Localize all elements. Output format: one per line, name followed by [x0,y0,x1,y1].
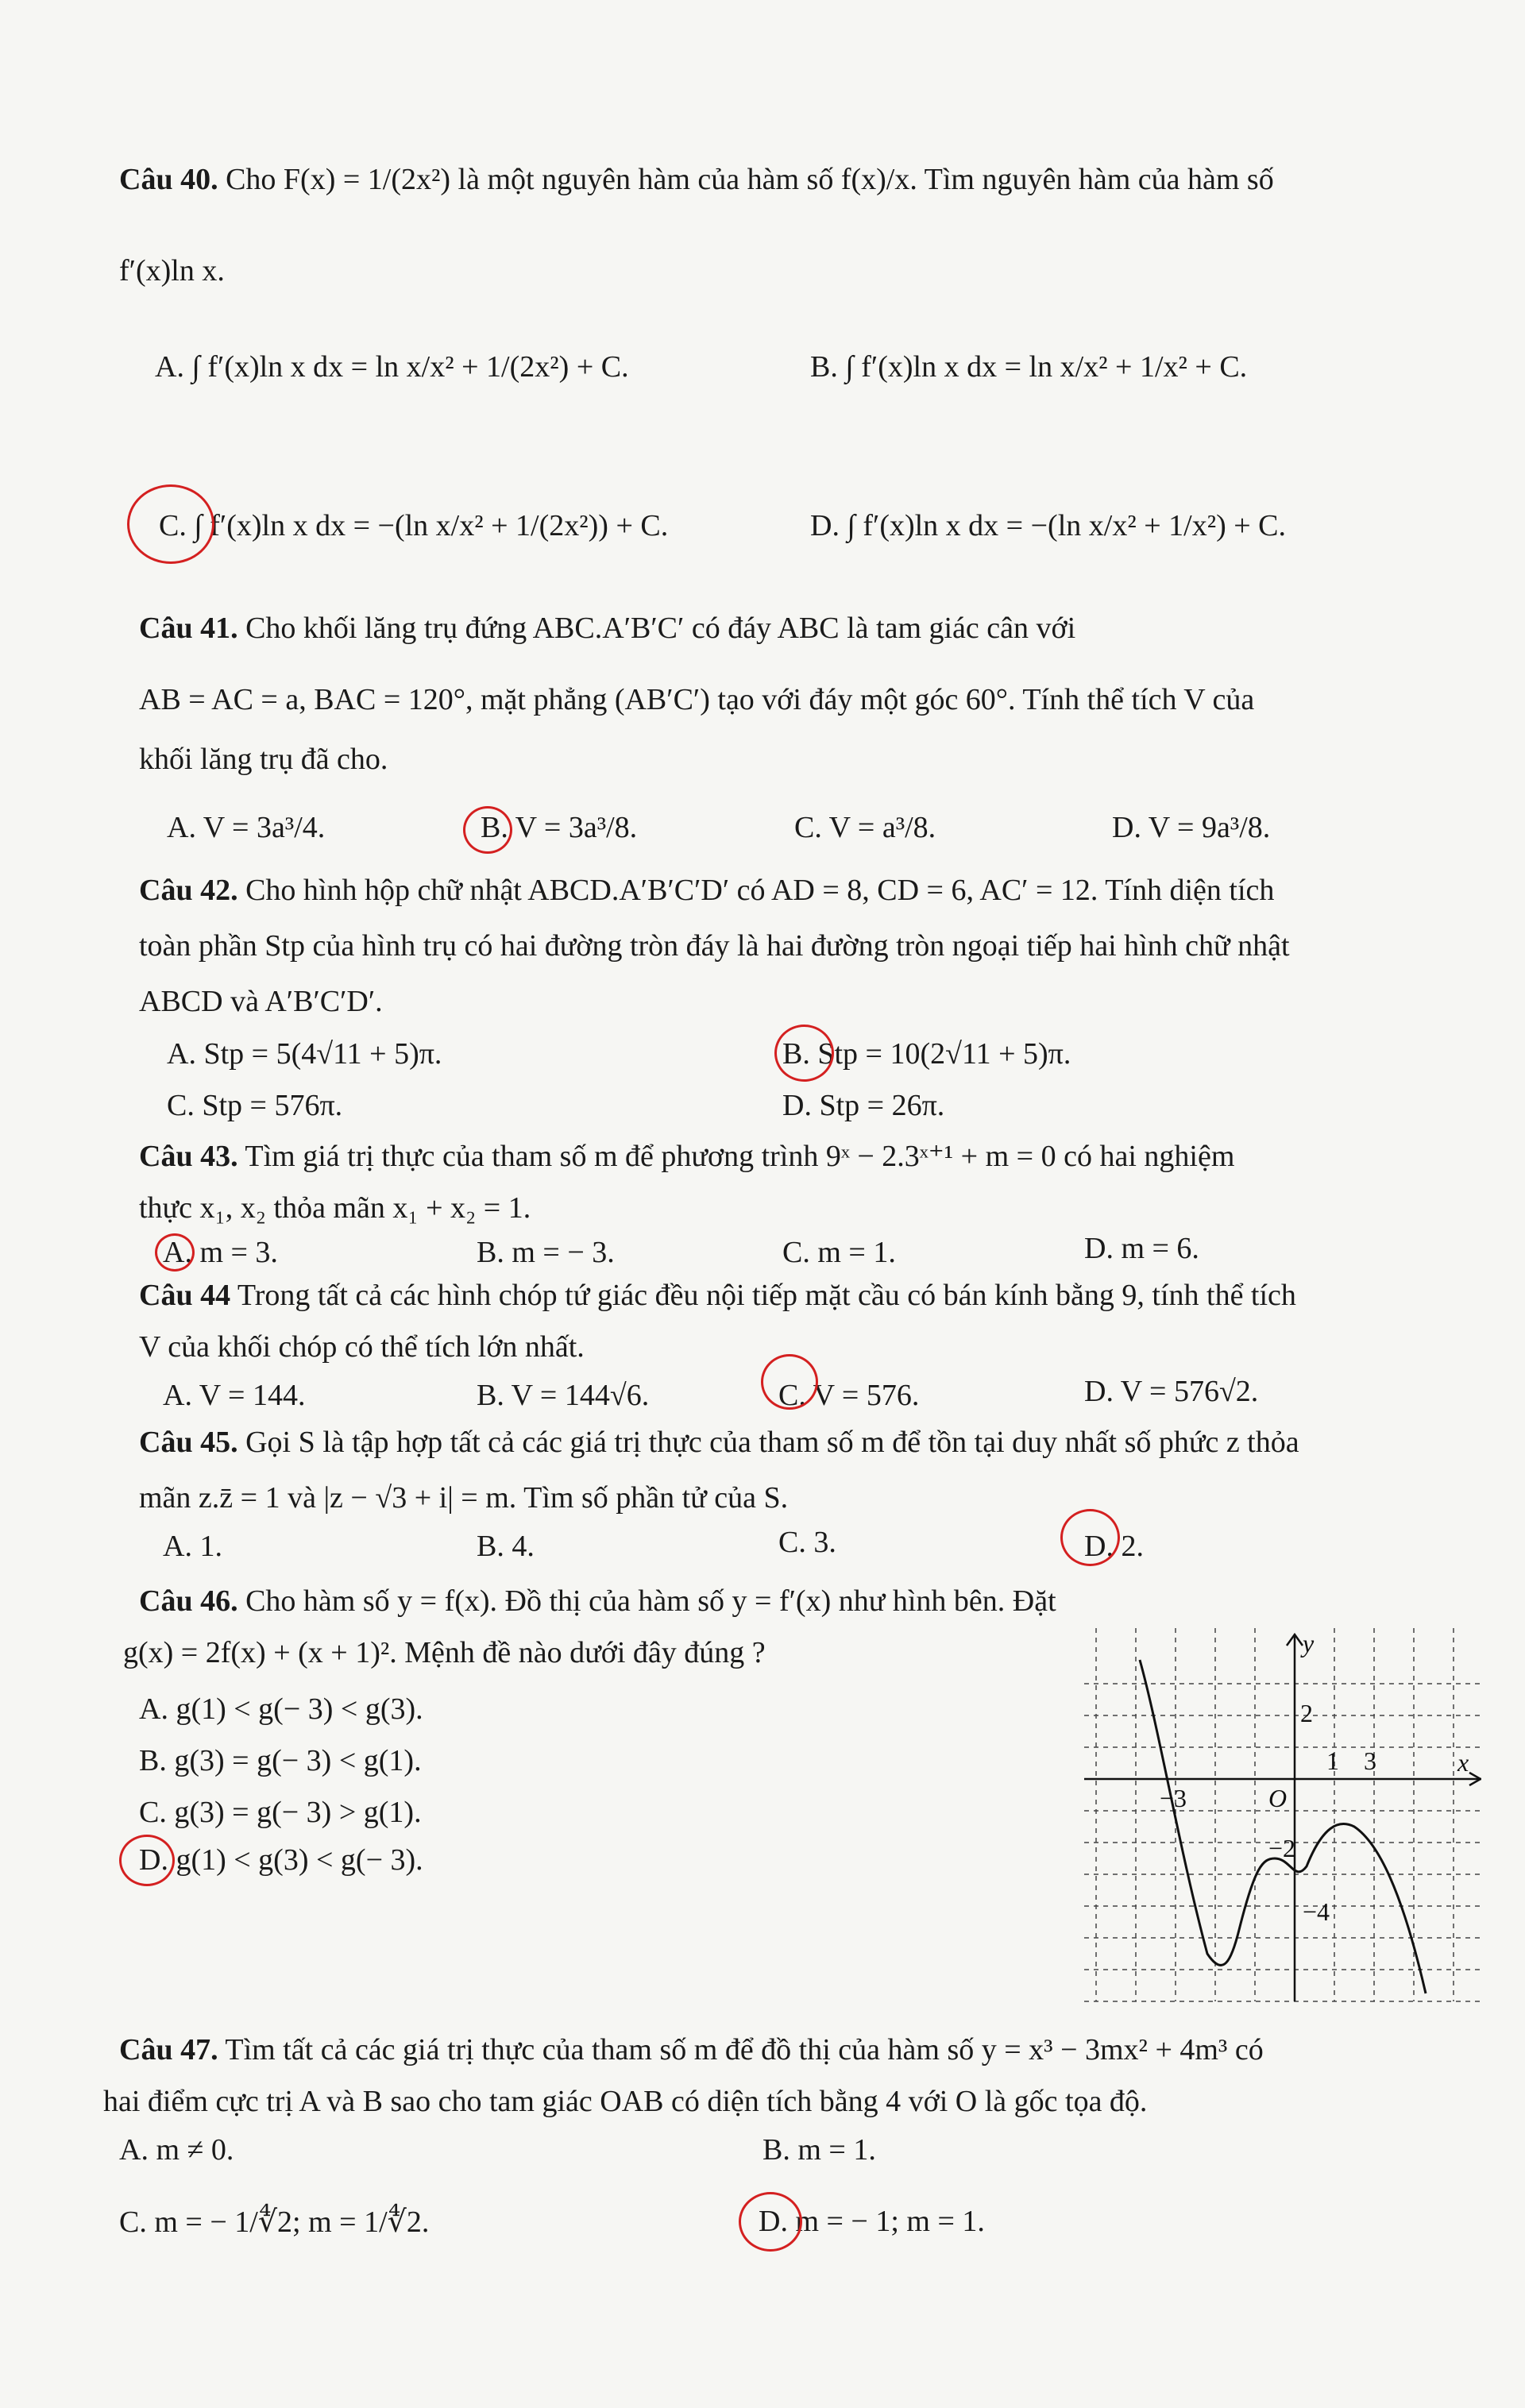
q41-stem-line1: Cho khối lăng trụ đứng ABC.A′B′C′ có đáy ABC là tam giác cân với [245,612,1076,645]
q42-stem-line1: Cho hình hộp chữ nhật ABCD.A′B′C′D′ có AD = 8, CD = 6, AC′ = 12. Tính diện tích [245,874,1275,907]
q41-stem-line2: AB = AC = a, BAC = 120°, mặt phẳng (AB′C′) tạo với đáy một góc 60°. Tính thể tích V của [139,683,1255,716]
q43-option-d[interactable]: D. m = 6. [1084,1232,1199,1265]
q42-option-a[interactable]: A. Stp = 5(4√11 + 5)π. [167,1037,442,1071]
q41-label: Câu 41. [139,612,238,645]
fprime-graph [1084,1628,1481,2009]
q43-stem-line1: Tìm giá trị thực của tham số m để phương trình 9ˣ − 2.3ˣ⁺¹ + m = 0 có hai nghiệm [245,1140,1235,1173]
q44-option-c[interactable]: C. V = 576. [778,1379,920,1412]
q42-answer-circle [774,1025,834,1082]
q46-option-b[interactable]: B. g(3) = g(− 3) < g(1). [139,1744,422,1777]
graph-tick-neg4: −4 [1303,1897,1330,1926]
q42-option-c[interactable]: C. Stp = 576π. [167,1089,343,1122]
q41-stem-line3: khối lăng trụ đã cho. [139,743,388,776]
graph-tick-neg2: −2 [1268,1834,1296,1862]
q41-option-a[interactable]: A. V = 3a³/4. [167,811,326,844]
graph-tick-3: 3 [1364,1746,1376,1775]
q43-label: Câu 43. [139,1140,238,1173]
q44-label: Câu 44 [139,1279,231,1312]
graph-y-label: y [1303,1629,1315,1657]
q45-option-d[interactable]: D. 2. [1084,1530,1144,1563]
q40-option-c[interactable]: C. ∫ f′(x)ln x dx = −(ln x/x² + 1/(2x²)) + C. [159,509,669,542]
q47-option-c[interactable]: C. m = − 1/∜2; m = 1/∜2. [119,2205,430,2239]
q43-stem [139,1140,1234,1175]
fprime-curve [1140,1660,1426,1993]
q44-stem [139,1279,1296,1314]
q45-label: Câu 45. [139,1426,238,1459]
q46-stem-line1: Cho hàm số y = f(x). Đồ thị của hàm số y = f′(x) như hình bên. Đặt [245,1584,1056,1618]
q44-stem-line1: Trong tất cả các hình chóp tứ giác đều nội tiếp mặt cầu có bán kính bằng 9, tính thể tích [237,1279,1296,1312]
q44-option-b[interactable]: B. V = 144√6. [477,1379,650,1412]
q43-option-c[interactable]: C. m = 1. [782,1236,896,1269]
q44-option-a[interactable]: A. V = 144. [163,1379,306,1412]
q46-label: Câu 46. [139,1584,238,1618]
q42-option-d[interactable]: D. Stp = 26π. [782,1089,945,1122]
q43-option-a[interactable]: A. m = 3. [163,1236,278,1269]
q45-option-b[interactable]: B. 4. [477,1530,535,1563]
graph-tick-2: 2 [1300,1699,1313,1727]
q46-answer-circle [119,1835,175,1886]
q42-stem [139,874,1274,909]
q40-answer-circle [127,484,214,564]
q41-option-d[interactable]: D. V = 9a³/8. [1112,811,1271,844]
q47-stem-line1: Tìm tất cả các giá trị thực của tham số m để đồ thị của hàm số y = x³ − 3mx² + 4m³ có [225,2033,1264,2066]
q47-answer-circle [739,2192,802,2252]
q44-option-d[interactable]: D. V = 576√2. [1084,1375,1259,1408]
q42-option-b[interactable]: B. Stp = 10(2√11 + 5)π. [782,1037,1071,1071]
q43-stem-line2: thực x₁, x₂ thỏa mãn x₁ + x₂ = 1. [139,1191,531,1225]
q45-stem-line2: mãn z.z̄ = 1 và |z − √3 + i| = m. Tìm số phần tử của S. [139,1481,789,1515]
q47-stem [119,2033,1264,2068]
q40-option-b[interactable]: B. ∫ f′(x)ln x dx = ln x/x² + 1/x² + C. [810,350,1248,384]
q45-option-c[interactable]: C. 3. [778,1526,836,1559]
q47-option-a[interactable]: A. m ≠ 0. [119,2133,234,2167]
graph-origin: O [1268,1784,1288,1812]
q40-option-d[interactable]: D. ∫ f′(x)ln x dx = −(ln x/x² + 1/x²) + C. [810,509,1287,542]
q40-stem-line2: f′(x)ln x. [119,254,225,287]
q42-stem-line2: toàn phần Stp của hình trụ có hai đường tròn đáy là hai đường tròn ngoại tiếp hai hình chữ nhật [139,929,1290,963]
q47-option-b[interactable]: B. m = 1. [762,2133,876,2167]
q44-stem-line2: V của khối chóp có thể tích lớn nhất. [139,1330,585,1364]
q45-stem [139,1426,1299,1461]
q43-answer-circle [155,1233,195,1272]
q46-stem [139,1584,1056,1619]
q47-label: Câu 47. [119,2033,218,2066]
q45-option-a[interactable]: A. 1. [163,1530,222,1563]
q47-option-d[interactable]: D. m = − 1; m = 1. [759,2205,985,2238]
q44-answer-circle [761,1354,818,1410]
q45-answer-circle [1060,1509,1120,1566]
q46-option-d[interactable]: D. g(1) < g(3) < g(− 3). [139,1843,423,1877]
q42-stem-line3: ABCD và A′B′C′D′. [139,985,383,1018]
q40-stem-line1: Cho F(x) = 1/(2x²) là một nguyên hàm của hàm số f(x)/x. Tìm nguyên hàm của hàm số [226,163,1274,196]
q41-stem [139,612,1075,646]
q41-option-c[interactable]: C. V = a³/8. [794,811,936,844]
graph-x-label: x [1457,1748,1469,1777]
q46-option-a[interactable]: A. g(1) < g(− 3) < g(3). [139,1692,423,1726]
q41-option-b[interactable]: B. V = 3a³/8. [481,811,638,844]
q45-stem-line1: Gọi S là tập hợp tất cả các giá trị thực của tham số m để tồn tại duy nhất số phức z thỏa [245,1426,1299,1459]
graph-tick-1: 1 [1326,1746,1339,1775]
q46-option-c[interactable]: C. g(3) = g(− 3) > g(1). [139,1796,422,1829]
q46-stem-line2: g(x) = 2f(x) + (x + 1)². Mệnh đề nào dưới đây đúng ? [123,1636,766,1669]
q42-label: Câu 42. [139,874,238,907]
q43-option-b[interactable]: B. m = − 3. [477,1236,615,1269]
graph-tick-neg3: −3 [1160,1784,1187,1812]
q41-answer-circle [463,806,512,854]
q47-stem-line2: hai điểm cực trị A và B sao cho tam giác OAB có diện tích bằng 4 với O là gốc tọa độ. [103,2085,1148,2118]
q40-stem [119,163,1274,198]
q40-label: Câu 40. [119,163,218,196]
q40-option-a[interactable]: A. ∫ f′(x)ln x dx = ln x/x² + 1/(2x²) + C. [155,350,629,384]
